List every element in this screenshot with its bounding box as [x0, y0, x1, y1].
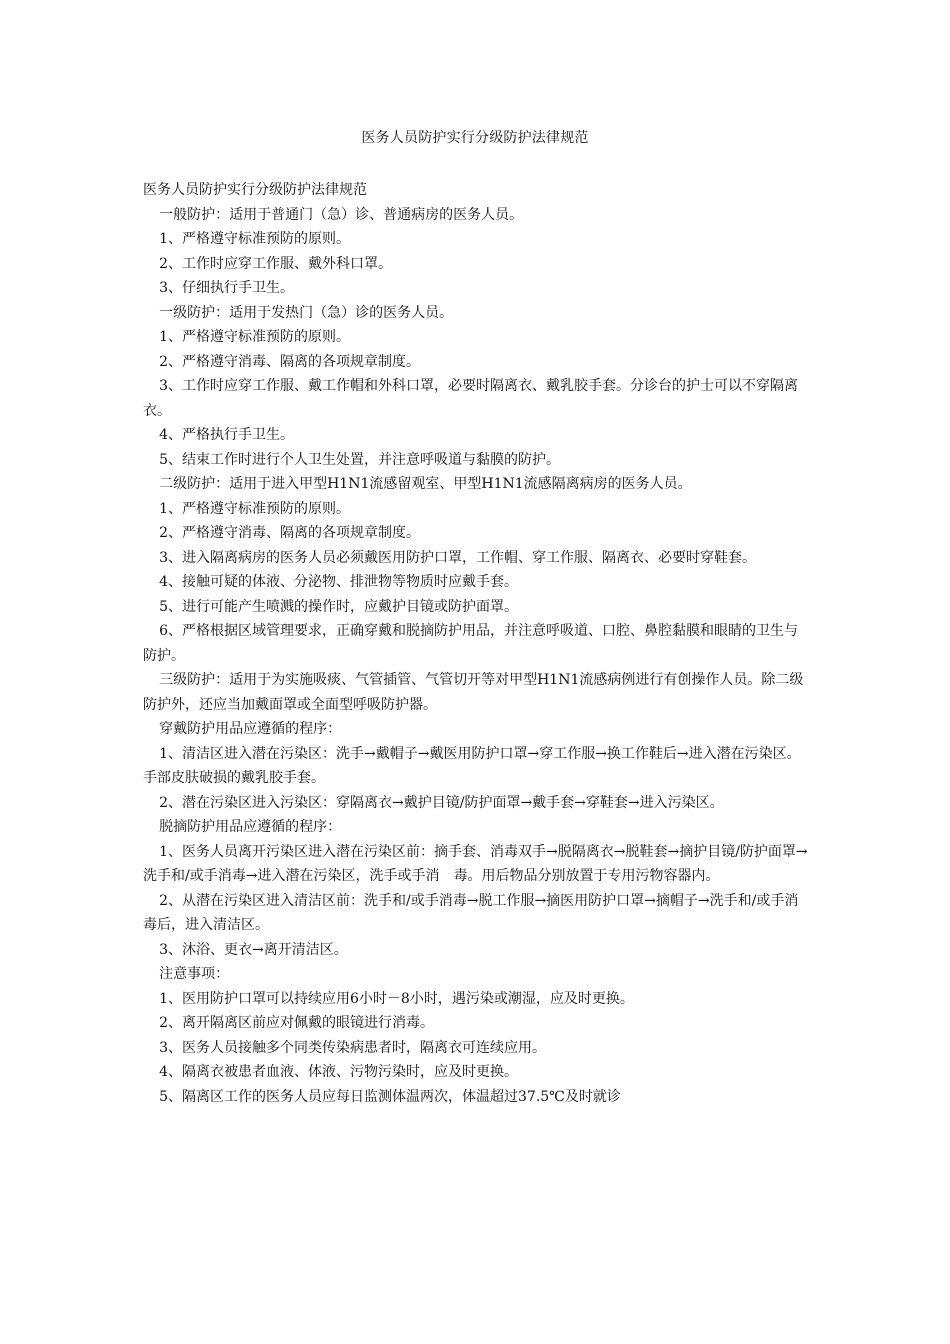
document-body: [143, 178, 808, 1109]
paragraph: 1、严格遵守标准预防的原则。: [159, 231, 351, 247]
paragraph: 2、离开隔离区前应对佩戴的眼镜进行消毒。: [159, 1015, 434, 1031]
body-heading: 医务人员防护实行分级防护法律规范: [143, 182, 367, 198]
paragraph: 一级防护：适用于发热门（急）诊的医务人员。: [159, 304, 454, 321]
paragraph: 5、进行可能产生喷溅的操作时，应戴护目镜或防护面罩。: [159, 598, 518, 615]
paragraph: 2、潜在污染区进入污染区：穿隔离衣→戴护目镜/防护面罩→戴手套→穿鞋套→进入污染区。: [159, 794, 724, 811]
paragraph: 1、严格遵守标准预防的原则。: [159, 329, 351, 345]
paragraph: 1、严格遵守标准预防的原则。: [159, 500, 351, 517]
paragraph: 一般防护：适用于普通门（急）诊、普通病房的医务人员。: [159, 206, 524, 223]
paragraph: 2、工作时应穿工作服、戴外科口罩。: [159, 255, 392, 272]
paragraph: 2、严格遵守消毒、隔离的各项规章制度。: [159, 353, 420, 370]
paragraph: 4、严格执行手卫生。: [159, 427, 295, 443]
paragraph: 1、医务人员离开污染区进入潜在污染区前：摘手套、消毒双手→脱隔离衣→脱鞋套→摘护目镜/防护面罩→洗手和/或手消毒→进入潜在污染区，洗手或手消 毒。用后物品分别放置于专用污物容器内。: [143, 843, 808, 884]
paragraph: 3、工作时应穿工作服、戴工作帽和外科口罩，必要时隔离衣、戴乳胶手套。分诊台的护士可以不穿隔离衣。: [143, 378, 798, 419]
paragraph: 2、严格遵守消毒、隔离的各项规章制度。: [159, 525, 420, 541]
paragraph: 5、隔离区工作的医务人员应每日监测体温两次，体温超过37.5℃及时就诊: [159, 1088, 621, 1105]
paragraph: 5、结束工作时进行个人卫生处置，并注意呼吸道与黏膜的防护。: [159, 451, 560, 468]
paragraph: 6、严格根据区域管理要求，正确穿戴和脱摘防护用品，并注意呼吸道、口腔、鼻腔黏膜和眼睛的卫生与防护。: [143, 623, 798, 664]
paragraph: 注意事项：: [159, 966, 230, 982]
paragraph: 1、医用防护口罩可以持续应用6小时－8小时，遇污染或潮湿，应及时更换。: [159, 990, 634, 1007]
paragraph: 穿戴防护用品应遵循的程序：: [159, 721, 342, 737]
paragraph: 2、从潜在污染区进入清洁区前：洗手和/或手消毒→脱工作服→摘医用防护口罩→摘帽子→洗手和/或手消毒后，进入清洁区。: [143, 892, 799, 933]
paragraph: 3、仔细执行手卫生。: [159, 280, 295, 296]
paragraph: 二级防护：适用于进入甲型H1N1流感留观室、甲型H1N1流感隔离病房的医务人员。: [159, 476, 692, 492]
paragraph: 4、接触可疑的体液、分泌物、排泄物等物质时应戴手套。: [159, 574, 518, 590]
paragraph: 脱摘防护用品应遵循的程序：: [159, 819, 342, 835]
paragraph: 3、医务人员接触多个同类传染病患者时，隔离衣可连续应用。: [159, 1039, 546, 1056]
document-title: 医务人员防护实行分级防护法律规范: [361, 130, 589, 146]
paragraph: 1、清洁区进入潜在污染区：洗手→戴帽子→戴医用防护口罩→穿工作服→换工作鞋后→进入潜在污染区。手部皮肤破损的戴乳胶手套。: [143, 745, 801, 786]
paragraph: 三级防护：适用于为实施吸痰、气管插管、气管切开等对甲型H1N1流感病例进行有创操作人员。除二级防护外，还应当加戴面罩或全面型呼吸防护器。: [143, 672, 804, 713]
paragraph: 4、隔离衣被患者血液、体液、污物污染时，应及时更换。: [159, 1064, 518, 1080]
paragraph: 3、沐浴、更衣→离开清洁区。: [159, 941, 348, 958]
paragraph: 3、进入隔离病房的医务人员必须戴医用防护口罩，工作帽、穿工作服、隔离衣、必要时穿鞋套。: [159, 549, 756, 566]
